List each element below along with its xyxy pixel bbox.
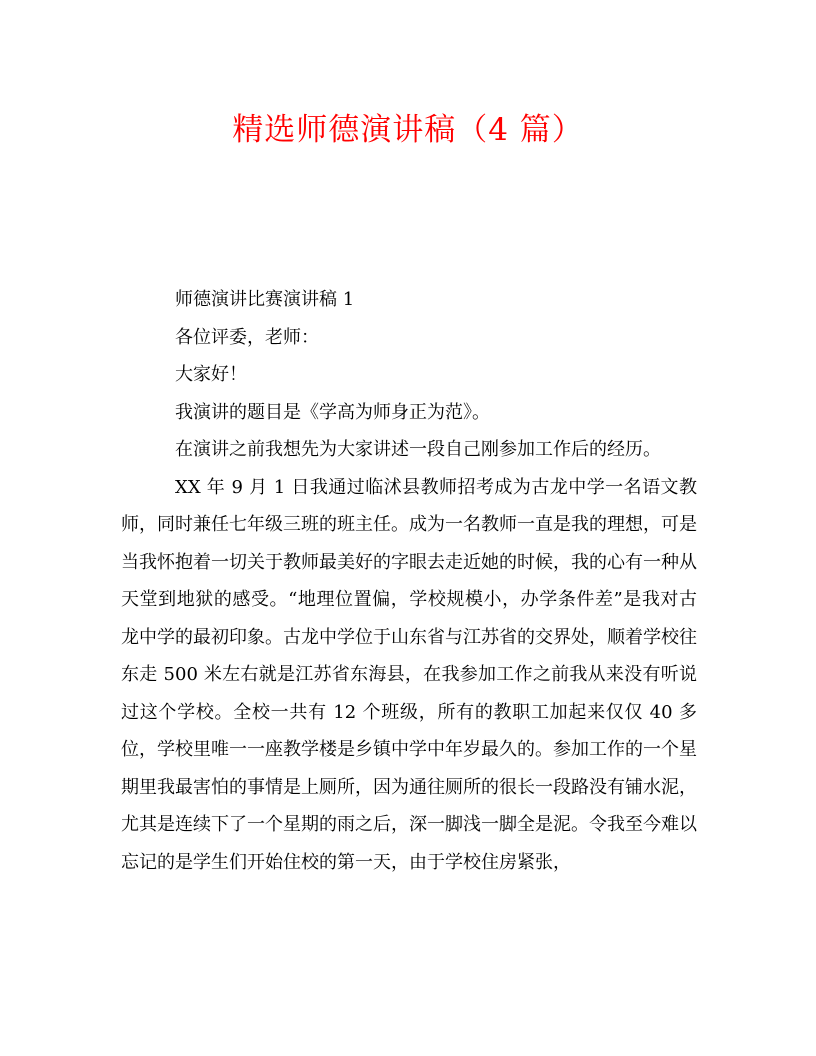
document-title: 精选师德演讲稿（4 篇） <box>232 112 584 148</box>
topic-paragraph: 我演讲的题目是《学高为师身正为范》。 <box>175 401 490 423</box>
speech-heading: 师德演讲比赛演讲稿 1 <box>175 289 355 310</box>
salutation-paragraph: 各位评委，老师： <box>175 326 319 348</box>
greeting-paragraph: 大家好！ <box>175 364 247 385</box>
story-paragraph: XX 年 9 月 1 日我通过临沭县教师招考成为古龙中学一名语文教师，同时兼任七年级三班的班主任。成为一名教师一直是我的理想，可是当我怀抱着一切关于教师最美好的字眼去走近她的时候，我的心有一种从天堂到地狱的感受。“地理位置偏，学校规模小，办学条件差”是我对古龙中学的最初印象。古龙中学位于山东省与江苏省的交界处，顺着学校往东走 500 米左右就是江苏省东海县，在我参加工作之前我从来没有听说过这个学校。全校一共有 12 个班级，所有的教职工加起来仅仅 40 多位，学校里唯一一座教学楼是乡镇中学中年岁最久的。参加工作的一个星期里我最害怕的事情是上厕所，因为通往厕所的很长一段路没有铺水泥，尤其是连续下了一个星期的雨之后，深一脚浅一脚全是泥。令我至今难以忘记的是学生们开始住校的第一天，由于学校住房紧张， <box>121 476 697 873</box>
intro-paragraph: 在演讲之前我想先为大家讲述一段自己刚参加工作后的经历。 <box>175 439 661 460</box>
document-body <box>121 281 701 881</box>
